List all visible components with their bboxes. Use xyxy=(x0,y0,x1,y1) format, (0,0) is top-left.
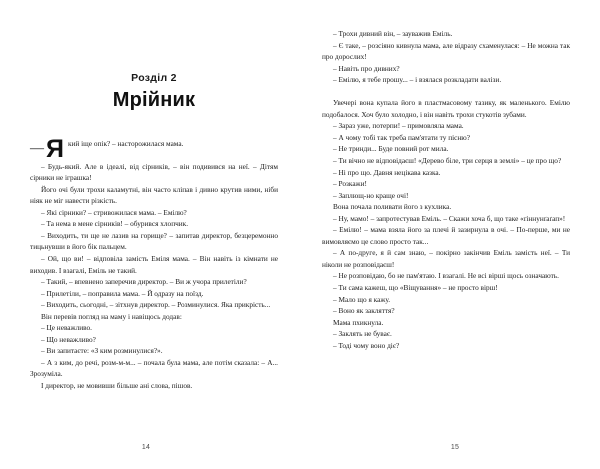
paragraph: – Заклять не буває. xyxy=(333,329,392,339)
paragraph: – Воно як закляття? xyxy=(333,306,395,316)
drop-cap: Я xyxy=(46,134,64,163)
paragraph: – А по-друге, я й сам знаю, – покірно закінчив Еміль замість неї. – Ти ніколи не розповідаєш! xyxy=(322,248,570,269)
paragraph: – Емілю, я тебе прошу... – і взялася розкладати валізи. xyxy=(333,75,502,85)
paragraph: – Які сірники? – стривожилася мама. – Емілю? xyxy=(41,207,187,217)
paragraph: – Виходить, ти ще не лазив на горище? – запитав директор, безцеремонно тицьнувши в його бік пальцем. xyxy=(30,230,278,252)
paragraph: – Та нема в мене сірників! – обурився хлопчик. xyxy=(41,219,189,229)
paragraph: – Такий, – впевнено заперечив директор. – Ви ж учора прилетіли? xyxy=(41,277,247,287)
paragraph-text: кий іще опік? – насторожилася мама. xyxy=(67,138,184,148)
paragraph: – Ой, що ви! – відповіла замість Еміля мама. – Він навіть із кімнати не виходив. І взагалі, Еміль не такий. xyxy=(30,253,278,275)
paragraph: – Будь-який. Але в ідеалі, від сірників, – він подивився на неї. – Дітям сірники не іграшка! xyxy=(30,161,278,183)
paragraph: – Не розповідаю, бо не пам'ятаю. І взагалі. Не всі вірші щось означають. xyxy=(333,271,559,281)
paragraph: І директор, не мовивши більше ані слова, пішов. xyxy=(41,380,193,390)
paragraph: – Мало що я кажу. xyxy=(333,294,391,304)
paragraph: – Що неважливо? xyxy=(41,334,96,344)
chapter-label: Розділ 2 xyxy=(131,72,177,84)
paragraph: – Навіть про дивних? xyxy=(333,63,400,73)
paragraph: – Є таке, – розсіяно кивнула мама, але відразу схаменулася: – Не можна так про дорослих! xyxy=(322,40,570,62)
chapter-title: Мрійник xyxy=(112,88,196,111)
paragraph: – Виходить, сьогодні, – зітхнув директор. – Розминулися. Яка прикрість... xyxy=(41,300,271,310)
paragraph: – Це неважливо. xyxy=(41,323,92,333)
page-number-left: 14 xyxy=(141,444,151,451)
dropcap-dash: — xyxy=(30,140,44,156)
paragraph xyxy=(30,134,278,163)
paragraph: – Розкажи! xyxy=(333,179,367,189)
paragraph: Його очі були трохи каламутні, він часто кліпав і дивно крутив ними, ніби ніяк не міг навести різкість. xyxy=(30,184,278,206)
chapter-heading xyxy=(30,0,278,113)
paragraph: – А з ким, до речі, розм-м-м... – почала була мама, але потім сказала: – А... Зрозуміла. xyxy=(30,357,278,379)
page-right xyxy=(300,0,600,469)
paragraph: Мама пхикнула. xyxy=(333,317,384,327)
paragraph: – Ну, мамо! – запротестував Еміль. – Скажи хоча б, що таке «ґіннунґаґап»! xyxy=(333,213,566,223)
paragraph: – А чому тобі так треба пам'ятати ту пісню? xyxy=(333,132,470,142)
paragraph: – Не тринди... Буде повний рот мила. xyxy=(333,144,449,154)
paragraph: – Тоді чому воно діє? xyxy=(333,340,400,350)
right-page-body xyxy=(322,28,570,351)
paragraph: – Прилетіли, – поправила мама. – Й одразу на поїзд. xyxy=(41,288,204,298)
paragraph: – Ти сама кажеш, що «Віщування» – не просто вірш! xyxy=(333,283,498,293)
paragraph: – Ви запитаєте: «З ким розминулися?». xyxy=(41,346,163,356)
paragraph: Увечері вона купала його в пластмасовому тазику, як маленького. Емілю подобалося. Хоч було холодно, і він навіть трохи стукотів зубами. xyxy=(322,98,570,119)
page-number-right: 15 xyxy=(450,444,460,451)
paragraph: – Ні про що. Давня нецікава казка. xyxy=(333,167,441,177)
paragraph: Він перевів погляд на маму і навіщось додав: xyxy=(41,311,182,321)
paragraph: – Трохи дивний він, – зауважив Еміль. xyxy=(333,29,453,38)
left-page-body xyxy=(30,134,278,392)
paragraph: Вона почала поливати його з кухлика. xyxy=(333,202,452,212)
paragraph: – Ти вічно не відповідаєш! «Дерево біле, три серця в землі» – це про що? xyxy=(333,156,562,166)
paragraph: – Зараз уже, потерпи! – примовляла мама. xyxy=(333,121,464,131)
paragraph: – Емілю! – мама взяла його за плечі й зазирнула в очі. – По-перше, ми не вимовляємо це слово просто так... xyxy=(322,225,570,246)
paragraph: – Заплющ-но краще очі! xyxy=(333,190,409,200)
